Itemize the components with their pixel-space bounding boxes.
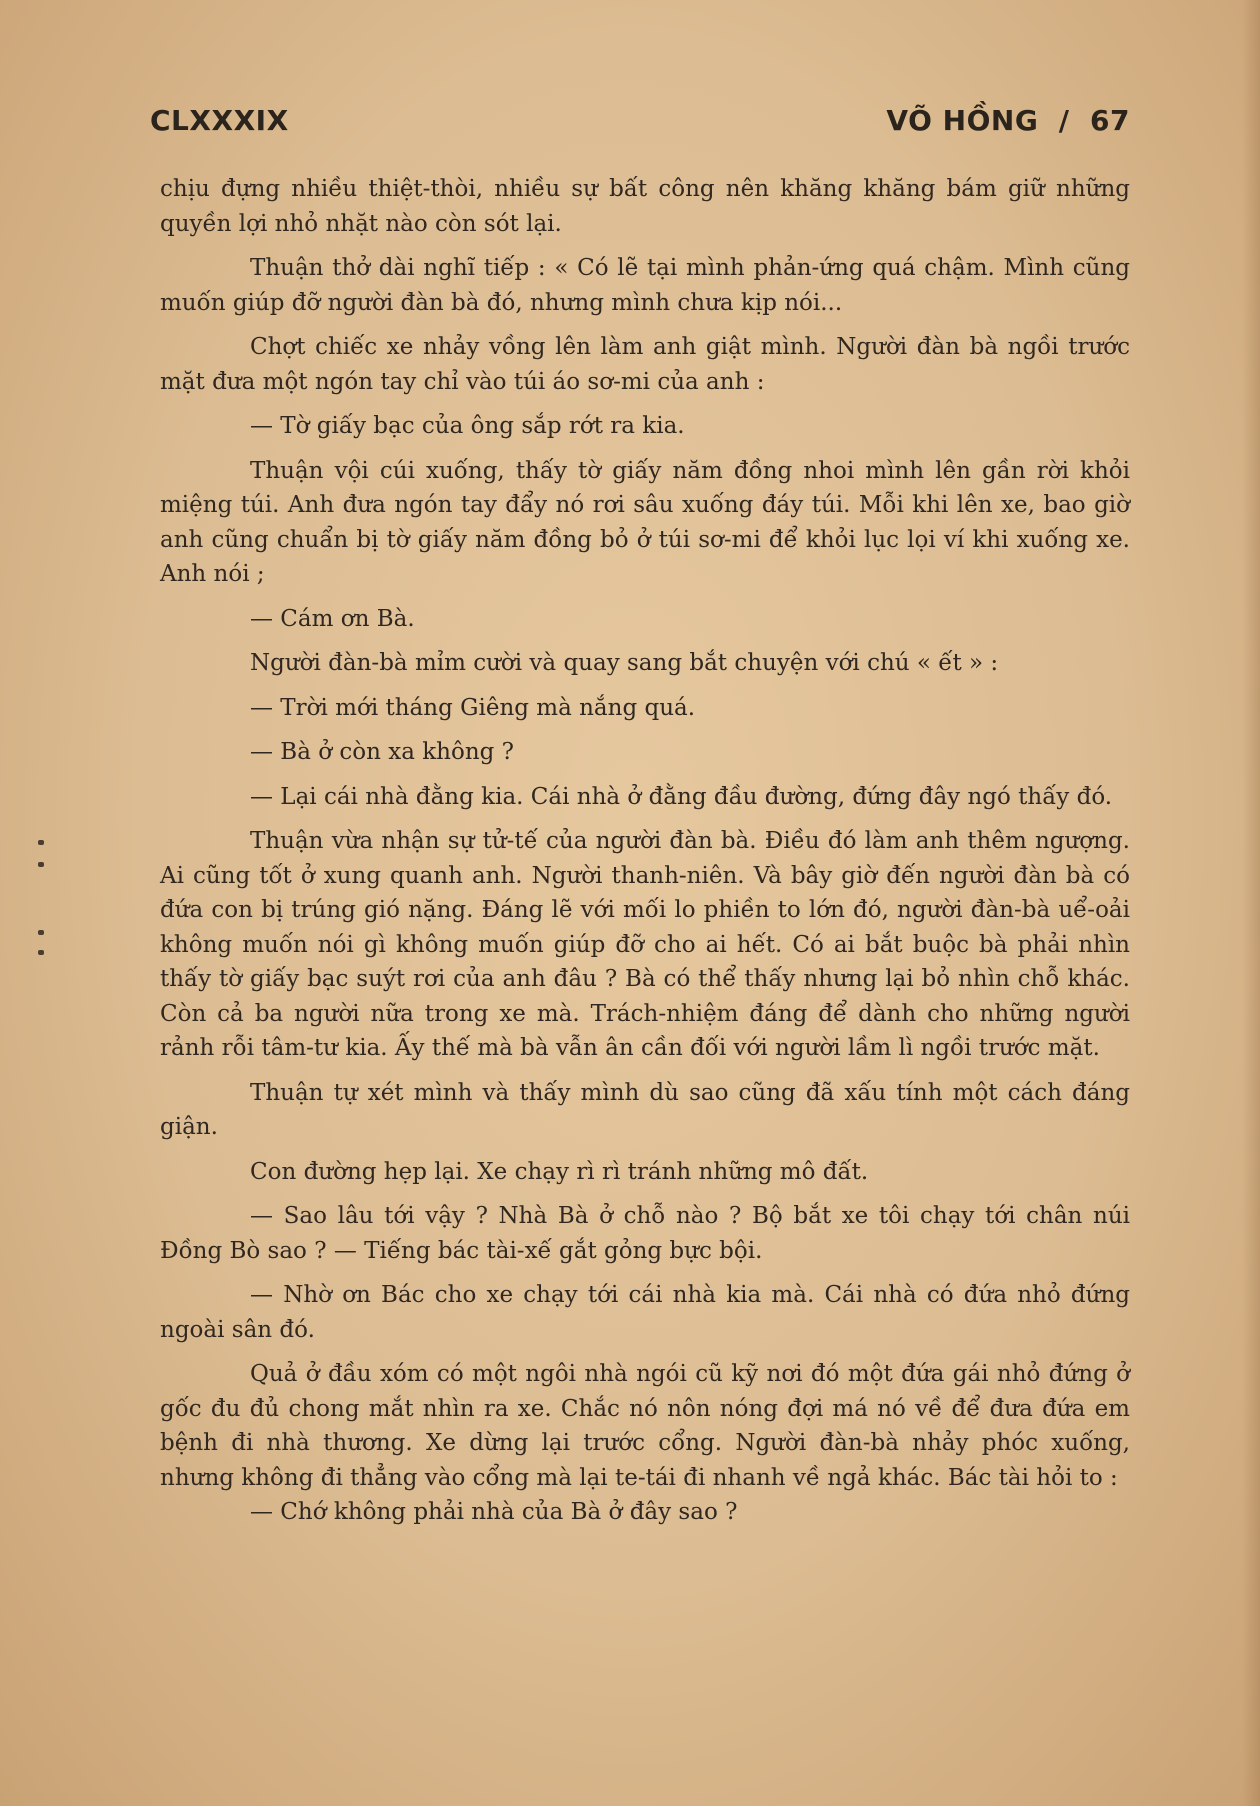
- paragraph: Chợt chiếc xe nhảy vồng lên làm anh giật mình. Người đàn bà ngồi trước mặt đưa một ngón tay chỉ vào túi áo sơ-mi của anh :: [160, 334, 1130, 395]
- margin-marks: [32, 840, 52, 980]
- paragraph: Thuận vừa nhận sự tử-tế của người đàn bà. Điều đó làm anh thêm ngượng. Ai cũng tốt ở xung quanh anh. Người thanh-niên. Và bây giờ đến người đàn bà có đứa con bị trúng gió nặng. Đáng lẽ với mối lo phiền to lớn đó, người đàn-bà uể-oải không muốn nói gì không muốn giúp đỡ cho ai hết. Có ai bắt buộc bà phải nhìn thấy tờ giấy bạc suýt rơi của anh đâu ? Bà có thể thấy nhưng lại bỏ nhìn chỗ khác. Còn cả ba người nữa trong xe mà. Trách-nhiệm đáng để dành cho những người rảnh rỗi tâm-tư kia. Ấy thế mà bà vẫn ân cần đối với người lầm lì ngồi trước mặt.: [160, 828, 1130, 1061]
- dialogue-line: — Lại cái nhà đằng kia. Cái nhà ở đằng đầu đường, đứng đây ngó thấy đó.: [250, 783, 1113, 810]
- dialogue-line: — Tờ giấy bạc của ông sắp rớt ra kia.: [250, 413, 685, 439]
- author-and-page-number: VÕ HỒNG / 67: [886, 104, 1130, 137]
- paragraph: Thuận vội cúi xuống, thấy tờ giấy năm đồng nhoi mình lên gần rời khỏi miệng túi. Anh đưa ngón tay đẩy nó rơi sâu xuống đáy túi. Mỗi khi lên xe, bao giờ anh cũng chuẩn bị tờ giấy năm đồng bỏ ở túi sơ-mi để khỏi lục lọi ví khi xuống xe. Anh nói ;: [160, 457, 1130, 587]
- paragraph: Con đường hẹp lại. Xe chạy rì rì tránh những mô đất.: [250, 1158, 869, 1185]
- dialogue-line: — Nhờ ơn Bác cho xe chạy tới cái nhà kia mà. Cái nhà có đứa nhỏ đứng ngoài sân đó.: [160, 1282, 1130, 1343]
- paragraph: chịu đựng nhiều thiệt-thòi, nhiều sự bất công nên khăng khăng bám giữ những quyền lợi nhỏ nhặt nào còn sót lại.: [160, 176, 1130, 237]
- paragraph: Quả ở đầu xóm có một ngôi nhà ngói cũ kỹ nơi đó một đứa gái nhỏ đứng ở gốc đu đủ chong mắt nhìn ra xe. Chắc nó nôn nóng đợi má nó về để đưa đứa em bệnh đi nhà thương. Xe dừng lại trước cổng. Người đàn-bà nhảy phóc xuống, nhưng không đi thẳng vào cổng mà lại te-tái đi nhanh về ngả khác. Bác tài hỏi to :: [160, 1361, 1130, 1491]
- paragraph: Người đàn-bà mỉm cười và quay sang bắt chuyện với chú « ết » :: [250, 650, 999, 676]
- body-text: [160, 172, 1130, 1530]
- dialogue-line: — Chớ không phải nhà của Bà ở đây sao ?: [250, 1499, 738, 1525]
- page-header: [150, 104, 1130, 144]
- paragraph: Thuận tự xét mình và thấy mình dù sao cũng đã xấu tính một cách đáng giận.: [160, 1079, 1130, 1140]
- dialogue-line: — Bà ở còn xa không ?: [250, 739, 515, 765]
- dialogue-line: — Cám ơn Bà.: [250, 605, 415, 632]
- chapter-number: CLXXXIX: [150, 104, 289, 137]
- dialogue-line: — Trời mới tháng Giêng mà nắng quá.: [250, 694, 696, 721]
- dialogue-line: — Sao lâu tới vậy ? Nhà Bà ở chỗ nào ? Bộ bắt xe tôi chạy tới chân núi Đồng Bò sao ? — Tiếng bác tài-xế gắt gỏng bực bội.: [160, 1203, 1130, 1264]
- page-edge-shadow: [1242, 0, 1260, 1806]
- paragraph: Thuận thở dài nghĩ tiếp : « Có lẽ tại mình phản-ứng quá chậm. Mình cũng muốn giúp đỡ người đàn bà đó, nhưng mình chưa kịp nói...: [160, 255, 1130, 316]
